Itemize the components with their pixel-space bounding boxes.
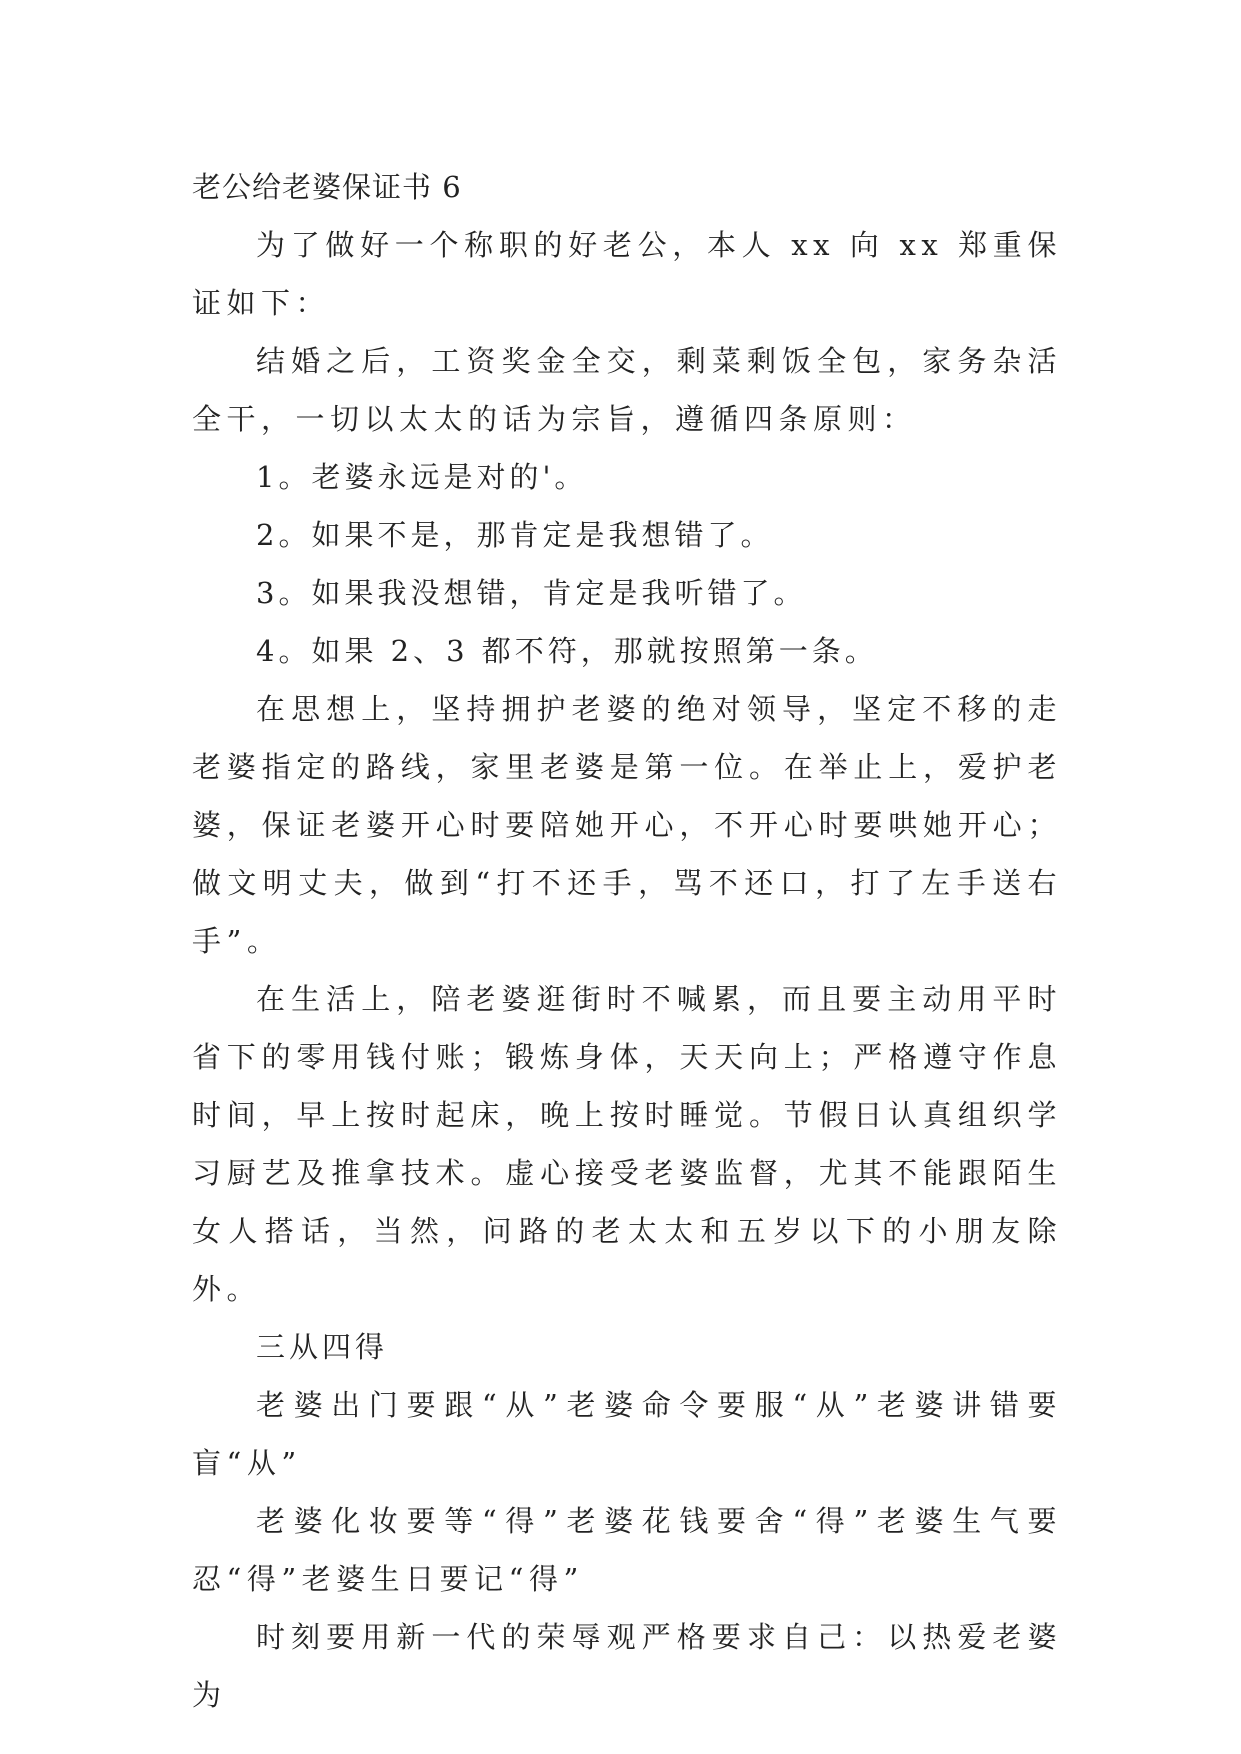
document-title: 老公给老婆保证书 6	[192, 170, 462, 204]
paragraph-three-follows: 老婆出门要跟“从”老婆命令要服“从”老婆讲错要盲“从”	[192, 1388, 1062, 1480]
paragraph-life: 在生活上，陪老婆逛街时不喊累，而且要主动用平时省下的零用钱付账；锻炼身体，天天向上；严格遵守作息时间，早上按时起床，晚上按时睡觉。节假日认真组织学习厨艺及推拿技术。虚心接受老婆监督，尤其不能跟陌生女人搭话，当然，问路的老太太和五岁以下的小朋友除外。	[192, 982, 1062, 1306]
document-page	[192, 158, 1062, 1724]
paragraph-rule-1: 1。老婆永远是对的'。	[256, 460, 588, 494]
paragraph-honor-disgrace: 时刻要用新一代的荣辱观严格要求自己：以热爱老婆为	[192, 1620, 1062, 1712]
paragraph-pledge-intro: 为了做好一个称职的好老公，本人 xx 向 xx 郑重保证如下：	[192, 228, 1062, 320]
paragraph-after-marriage: 结婚之后，工资奖金全交，剩菜剩饭全包，家务杂活全干，一切以太太的话为宗旨，遵循四条原则：	[192, 344, 1062, 436]
paragraph-four-musts: 老婆化妆要等“得”老婆花钱要舍“得”老婆生气要忍“得”老婆生日要记“得”	[192, 1504, 1062, 1596]
paragraph-rule-4: 4。如果 2、3 都不符，那就按照第一条。	[256, 634, 878, 668]
paragraph-thought: 在思想上，坚持拥护老婆的绝对领导，坚定不移的走老婆指定的路线，家里老婆是第一位。在举止上，爱护老婆，保证老婆开心时要陪她开心，不开心时要哄她开心；做文明丈夫，做到“打不还手，骂不还口，打了左手送右手”。	[192, 692, 1062, 958]
paragraph-rule-2: 2。如果不是，那肯定是我想错了。	[256, 518, 774, 552]
paragraph-heading-three-four: 三从四得	[256, 1330, 389, 1364]
paragraph-rule-3: 3。如果我没想错，肯定是我听错了。	[256, 576, 807, 610]
